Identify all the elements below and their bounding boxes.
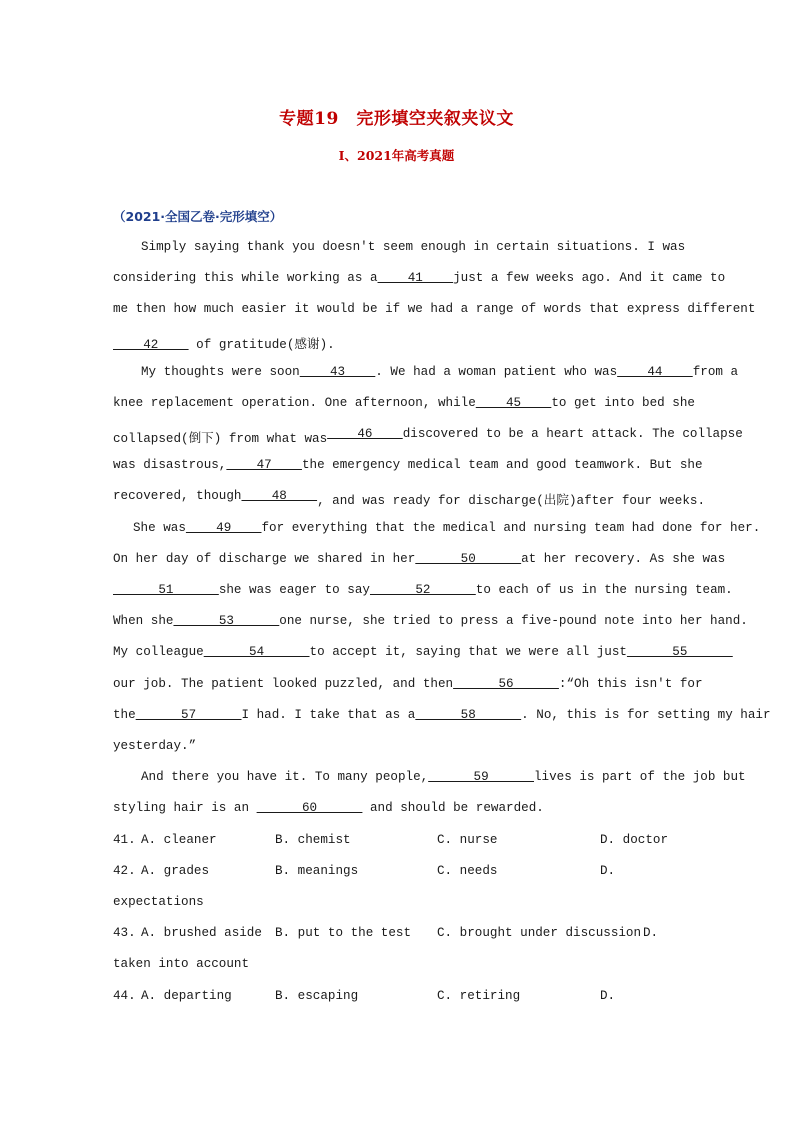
- passage-text: was disastrous,: [113, 458, 227, 472]
- passage-line: [113, 614, 748, 628]
- blank-44: 44: [617, 365, 693, 379]
- page-title: 专题19 完形填空夹叙夹议文: [279, 109, 514, 129]
- passage-text: Simply saying thank you doesn't seem enough in certain situations. I was: [141, 240, 686, 254]
- blank-57: 57: [135, 708, 242, 722]
- passage-text: knee replacement operation. One afternoon, while: [113, 396, 476, 410]
- passage-text: me then how much easier it would be if we had a range of words that express different: [113, 302, 756, 316]
- passage-text: considering this while working as a: [113, 271, 378, 285]
- passage-text: . No, this is for setting my hair: [521, 708, 771, 722]
- option-b: B. chemist: [275, 833, 351, 847]
- blank-55: 55: [626, 645, 733, 659]
- option-d: D. doctor: [600, 833, 669, 847]
- passage-text: My colleague: [113, 645, 204, 659]
- blank-54: 54: [203, 645, 310, 659]
- passage-line: [113, 708, 771, 722]
- blank-43: 43: [299, 365, 376, 379]
- passage-line: [113, 801, 681, 815]
- passage-line: [113, 271, 726, 285]
- passage-text: When she: [113, 614, 174, 628]
- blank-59: 59: [428, 770, 534, 784]
- blank-53: 53: [173, 614, 280, 628]
- option-number: 44.: [113, 989, 136, 1003]
- option-d: D.: [600, 989, 616, 1003]
- passage-line: [113, 552, 726, 566]
- passage-text: to accept it, saying that we were all just: [309, 645, 627, 659]
- option-d-continued: expectations: [113, 895, 204, 909]
- passage-line: [113, 521, 761, 535]
- passage-text: of gratitude(感谢).: [196, 338, 335, 352]
- passage-line: [113, 458, 703, 472]
- option-d: D.: [643, 926, 659, 940]
- passage-text: And there you have it. To many people,: [141, 770, 429, 784]
- option-c: C. nurse: [437, 833, 498, 847]
- blank-46: 46: [327, 427, 403, 441]
- blank-52: 52: [369, 583, 476, 597]
- blank-51: 51: [113, 583, 219, 597]
- passage-line: [113, 396, 695, 410]
- passage-text: discovered to be a heart attack. The collapse: [402, 427, 743, 441]
- option-number: 43.: [113, 926, 136, 940]
- passage-text: just a few weeks ago. And it came to: [453, 271, 726, 285]
- passage-text: from a: [692, 365, 739, 379]
- blank-48: 48: [241, 489, 318, 503]
- blank-60: 60: [256, 801, 363, 815]
- passage-line: [113, 302, 756, 316]
- blank-58: 58: [415, 708, 522, 722]
- passage-text: our job. The patient looked puzzled, and then: [113, 677, 454, 691]
- passage-line: [113, 583, 733, 597]
- passage-line: [113, 489, 706, 508]
- passage-text: On her day of discharge we shared in her: [113, 552, 416, 566]
- blank-42: 42: [113, 338, 189, 352]
- blank-50: 50: [415, 552, 522, 566]
- blank-45: 45: [475, 396, 552, 410]
- option-a: A. cleaner: [141, 833, 217, 847]
- passage-line: [113, 427, 743, 446]
- passage-text: yesterday.”: [113, 739, 197, 753]
- passage-text: one nurse, she tried to press a five-pound note into her hand.: [279, 614, 748, 628]
- passage-text: styling hair is an: [113, 801, 250, 815]
- option-a: A. grades: [141, 864, 210, 878]
- option-c: C. needs: [437, 864, 498, 878]
- passage-line: [113, 677, 703, 691]
- passage-text: and should be rewarded.: [369, 801, 544, 815]
- passage-line: [113, 240, 686, 254]
- passage-text: the: [113, 708, 136, 722]
- option-number: 42.: [113, 864, 136, 878]
- passage-text: the emergency medical team and good teamwork. But she: [301, 458, 703, 472]
- option-b: B. put to the test: [275, 926, 412, 940]
- passage-line: [113, 770, 746, 784]
- option-d: D.: [600, 864, 616, 878]
- passage-text: My thoughts were soon: [141, 365, 300, 379]
- passage-text: for everything that the medical and nursing team had done for her.: [261, 521, 761, 535]
- section-subtitle: I、2021年高考真题: [338, 148, 455, 163]
- option-a: A. departing: [141, 989, 232, 1003]
- blank-56: 56: [453, 677, 559, 691]
- passage-text: at her recovery. As she was: [521, 552, 726, 566]
- passage-text: :“Oh this isn't for: [558, 677, 703, 691]
- blank-49: 49: [185, 521, 262, 535]
- passage-text: recovered, though: [113, 489, 242, 503]
- option-c: C. retiring: [437, 989, 521, 1003]
- passage-text: . We had a woman patient who was: [375, 365, 618, 379]
- option-b: B. escaping: [275, 989, 359, 1003]
- passage-text: She was: [133, 521, 186, 535]
- passage-text: she was eager to say: [218, 583, 370, 597]
- passage-line: [113, 739, 681, 753]
- option-c: C. brought under discussion: [437, 926, 642, 940]
- blank-41: 41: [377, 271, 454, 285]
- option-number: 41.: [113, 833, 136, 847]
- option-b: B. meanings: [275, 864, 359, 878]
- option-d-continued: taken into account: [113, 957, 250, 971]
- passage-line: [113, 333, 681, 352]
- passage-text: I had. I take that as a: [241, 708, 416, 722]
- option-a: A. brushed aside: [141, 926, 262, 940]
- passage-line: [113, 645, 733, 659]
- passage-text: , and was ready for discharge(出院)after four weeks.: [317, 494, 706, 508]
- passage-text: to get into bed she: [551, 396, 695, 410]
- passage-text: lives is part of the job but: [534, 770, 746, 784]
- passage-text: collapsed(倒下) from what was: [113, 432, 328, 446]
- passage-line: [113, 365, 739, 379]
- blank-47: 47: [226, 458, 302, 472]
- question-source: （2021·全国乙卷·完形填空）: [113, 209, 283, 224]
- passage-text: to each of us in the nursing team.: [475, 583, 733, 597]
